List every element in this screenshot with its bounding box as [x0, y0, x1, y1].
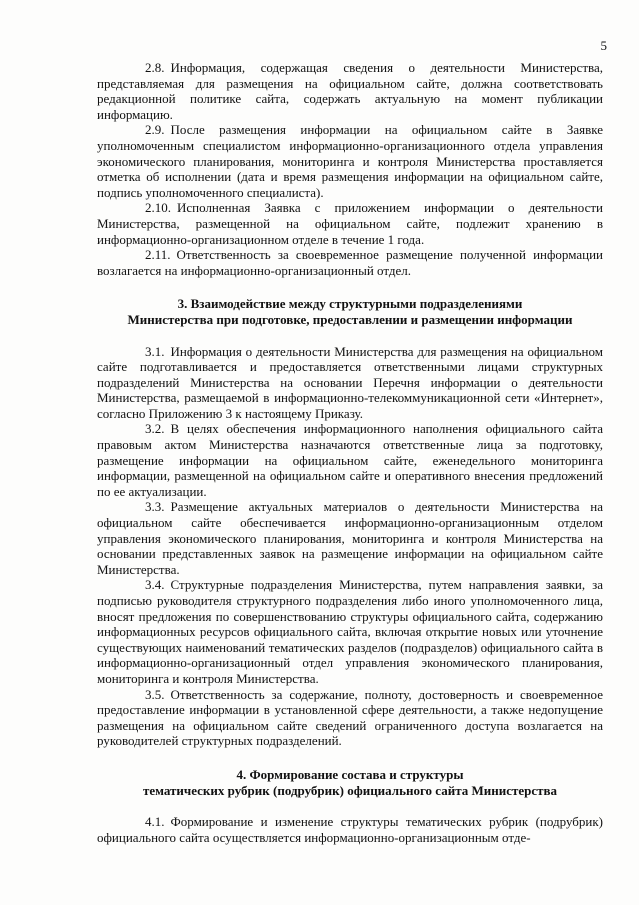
clause-3-5: [97, 687, 603, 749]
clause-2-10: [97, 200, 603, 247]
clause-number: 3.5.: [145, 686, 165, 702]
clause-3-1: [97, 344, 603, 422]
clause-number: 3.2.: [145, 421, 165, 437]
clause-text: Информация о деятельности Министерства для размещения на официальном сайте подготавливается и предоставляется ответственными лицами структурных подразделений Министерства на основании Перечня информации о деятельности Министерства, размещаемой в информационно-телекоммуникационной сети «Интернет», согласно Приложению 3 к настоящему Приказу.: [97, 343, 603, 421]
clause-text: Исполненная Заявка с приложением информации о деятельности Министерства, размещенной на официальном сайте, подлежит хранению в информационно-организационном отделе в течение 1 года.: [97, 200, 603, 247]
clause-text: После размещения информации на официальном сайте в Заявке уполномоченным специалистом информационно-организационного отдела управления экономического планирования, мониторинга и контроля Министерства проставляется отметка об исполнении (дата и время размещения информации на официальном сайте, подпись уполномоченного специалиста).: [97, 122, 603, 200]
clause-2-8: [97, 60, 603, 122]
clause-3-3: [97, 499, 603, 577]
section-3-title-line2: Министерства при подготовке, предоставлении и размещении информации: [127, 311, 573, 327]
clause-number: 2.9.: [145, 122, 165, 138]
section-4-title-line1: 4. Формирование состава и структуры: [236, 766, 464, 782]
page-number: 5: [600, 38, 607, 53]
clause-number: 2.8.: [145, 60, 165, 75]
clause-number: 3.1.: [145, 343, 165, 359]
clause-number: 3.3.: [145, 499, 165, 515]
clause-text: Размещение актуальных материалов о деятельности Министерства на официальном сайте обеспечивается информационно-организационным отделом управления экономического планирования, мониторинга и контроля Министерства на основании представленных заявок на размещение информации на официальном сайте Министерства.: [97, 499, 603, 577]
clause-text: Ответственность за своевременное размещение полученной информации возлагается на информационно-организационный отдел.: [97, 247, 603, 278]
section-3-title-line1: 3. Взаимодействие между структурными подразделениями: [177, 296, 523, 312]
clause-3-2: [97, 421, 603, 499]
clause-text: В целях обеспечения информационного наполнения официального сайта правовым актом Министерства назначаются ответственные лица за подготовку, размещение информации на официальном сайте, еженедельного мониторинга информации, размещенной на официальном сайте и оперативного внесения предложений по ее актуализации.: [97, 421, 603, 499]
clause-text: Ответственность за содержание, полноту, достоверность и своевременное предоставление информации в установленной сфере деятельности, а также недопущение размещения на официальном сайте сведений ограниченного доступа возлагается на руководителей структурных подразделений.: [97, 686, 603, 749]
clause-number: 4.1.: [145, 814, 165, 830]
section-3-title: [97, 296, 603, 327]
clause-text: Структурные подразделения Министерства, путем направления заявки, за подписью руководителя структурного подразделения либо иного уполномоченного лица, вносят предложения по совершенствованию структуры официального сайта, содержанию информационных ресурсов официального сайта, включая открытие новых или уточнение существующих наименований тематических разделов (подразделов) официального сайта в информационно-организационный отдел управления экономического планирования, мониторинга и контроля Министерства.: [97, 577, 603, 686]
clause-2-11: [97, 247, 603, 278]
section-4-title-line2: тематических рубрик (подрубрик) официального сайта Министерства: [142, 782, 558, 798]
clause-number: 3.4.: [145, 577, 165, 593]
clause-3-4: [97, 577, 603, 686]
section-4-title: [97, 767, 603, 798]
clause-text: Формирование и изменение структуры тематических рубрик (подрубрик) официального сайта осуществляется информационно-организационным отде-: [97, 814, 603, 845]
clause-4-1: [97, 814, 603, 845]
clause-number: 2.11.: [145, 247, 171, 263]
clause-text: Информация, содержащая сведения о деятельности Министерства, представляемая для размещения на официальном сайте, должна соответствовать редакционной политике сайта, содержать актуальную на момент публикации информацию.: [97, 60, 603, 122]
clause-2-9: [97, 122, 603, 200]
clause-number: 2.10.: [145, 200, 171, 216]
document-body: [97, 60, 603, 845]
